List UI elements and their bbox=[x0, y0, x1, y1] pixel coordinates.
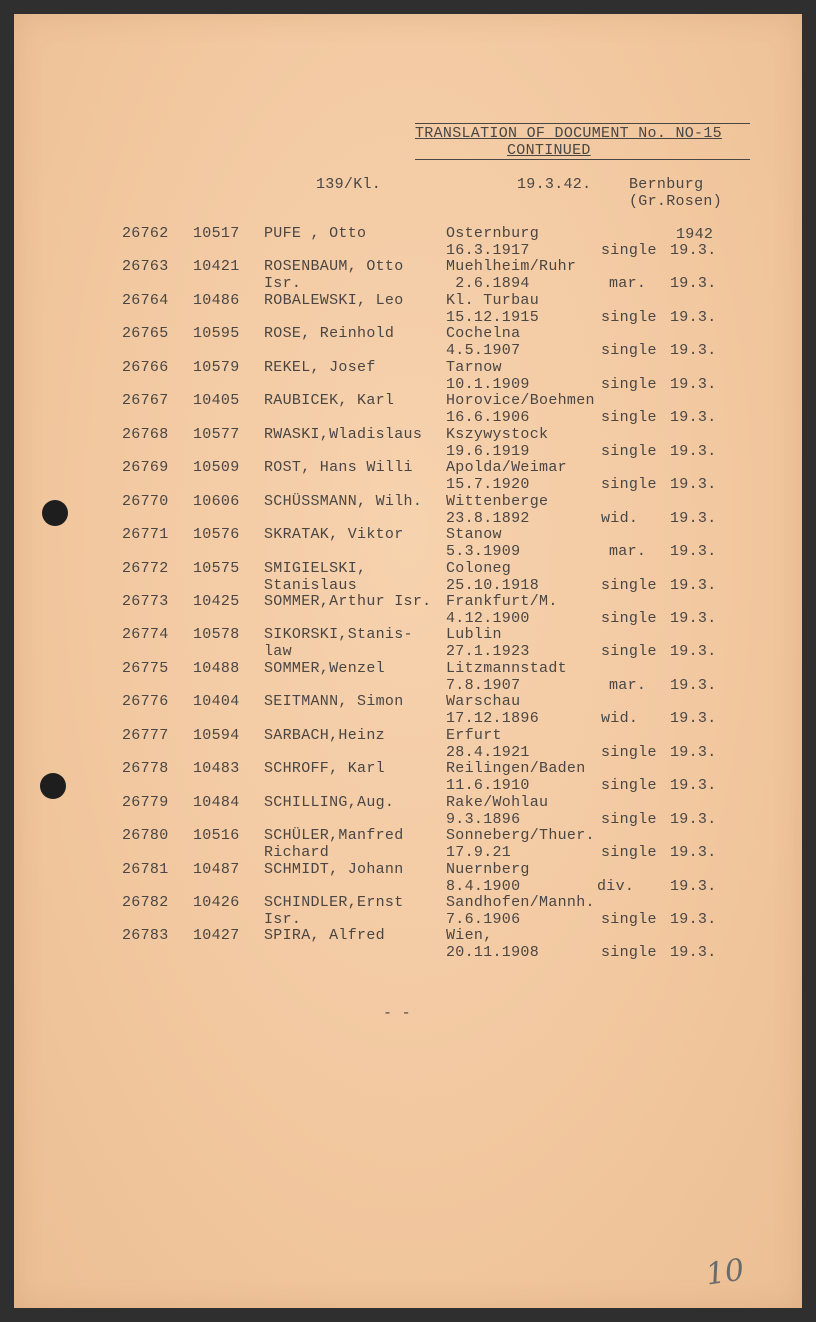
entry-number: 26775 bbox=[122, 659, 169, 677]
prisoner-number: 10483 bbox=[193, 760, 240, 778]
prisoner-name: SCHÜLER,Manfred bbox=[264, 827, 404, 845]
entry-day: 19.3. bbox=[670, 342, 717, 360]
prisoner-number: 10517 bbox=[193, 225, 240, 242]
marital-status: single bbox=[601, 308, 657, 326]
list-item bbox=[0, 927, 816, 961]
prisoner-number: 10577 bbox=[193, 425, 240, 443]
marital-status: single bbox=[601, 442, 657, 460]
birth-date: 19.6.1919 bbox=[446, 442, 530, 460]
entry-day: 19.3. bbox=[670, 442, 717, 460]
list-item bbox=[0, 459, 816, 493]
prisoner-number: 10509 bbox=[193, 459, 240, 477]
prisoner-name: ROST, Hans Willi bbox=[264, 459, 413, 477]
entry-day: 19.3. bbox=[670, 308, 717, 326]
entry-number: 26765 bbox=[122, 325, 169, 343]
prisoner-number: 10421 bbox=[193, 258, 240, 276]
prisoner-name: SCHINDLER,Ernst bbox=[264, 894, 404, 911]
birth-date: 10.1.1909 bbox=[446, 375, 530, 393]
prisoner-number: 10576 bbox=[193, 526, 240, 544]
birthplace: Sandhofen/Mannh. bbox=[446, 894, 595, 911]
birth-date: 17.9.21 bbox=[446, 844, 512, 862]
footer-dashes: - - bbox=[383, 1005, 411, 1022]
document-continued-label: CONTINUED bbox=[507, 142, 591, 159]
year-label: 1942 bbox=[676, 226, 714, 243]
entry-day: 19.3. bbox=[670, 242, 717, 259]
birth-date: 9.3.1896 bbox=[446, 810, 521, 828]
list-item bbox=[0, 660, 816, 694]
entry-number: 26772 bbox=[122, 559, 169, 577]
birthplace: Rake/Wohlau bbox=[446, 793, 549, 811]
entry-day: 19.3. bbox=[670, 844, 717, 862]
entry-day: 19.3. bbox=[670, 409, 717, 427]
birthplace: Horovice/Boehmen bbox=[446, 392, 595, 410]
birthplace: Erfurt bbox=[446, 726, 502, 744]
entry-day: 19.3. bbox=[670, 877, 717, 895]
marital-status: single bbox=[601, 476, 657, 494]
location-line1: Bernburg bbox=[629, 176, 704, 193]
entry-number: 26768 bbox=[122, 425, 169, 443]
marital-status: single bbox=[601, 944, 657, 962]
title-rule-top bbox=[415, 123, 750, 124]
marital-status: single bbox=[601, 743, 657, 761]
birth-date: 28.4.1921 bbox=[446, 743, 530, 761]
entry-number: 26769 bbox=[122, 459, 169, 477]
prisoner-name: RAUBICEK, Karl bbox=[264, 392, 395, 410]
marital-status: single bbox=[601, 777, 657, 795]
birthplace: Reilingen/Baden bbox=[446, 760, 586, 778]
birthplace: Warschau bbox=[446, 693, 521, 711]
entry-day: 19.3. bbox=[670, 509, 717, 527]
list-item bbox=[0, 359, 816, 393]
list-item bbox=[0, 794, 816, 828]
birthplace: Frankfurt/M. bbox=[446, 592, 558, 610]
list-item bbox=[0, 325, 816, 359]
prisoner-name-continued: law bbox=[264, 643, 292, 661]
marital-status: div. bbox=[597, 877, 635, 895]
prisoner-number: 10488 bbox=[193, 659, 240, 677]
list-item bbox=[0, 258, 816, 292]
prisoner-number: 10578 bbox=[193, 626, 240, 644]
list-item bbox=[0, 760, 816, 794]
prisoner-name: SOMMER,Wenzel bbox=[264, 659, 385, 677]
birthplace: Muehlheim/Ruhr bbox=[446, 258, 577, 276]
prisoner-number: 10427 bbox=[193, 927, 240, 945]
entry-number: 26771 bbox=[122, 526, 169, 544]
entry-day: 19.3. bbox=[670, 543, 717, 561]
list-item bbox=[0, 727, 816, 761]
entry-day: 19.3. bbox=[670, 743, 717, 761]
birth-date: 5.3.1909 bbox=[446, 543, 521, 561]
entry-number: 26766 bbox=[122, 358, 169, 376]
prisoner-name: ROSENBAUM, Otto bbox=[264, 258, 404, 276]
list-item bbox=[0, 426, 816, 460]
birth-date: 16.6.1906 bbox=[446, 409, 530, 427]
marital-status: single bbox=[601, 342, 657, 360]
marital-status: single bbox=[601, 375, 657, 393]
marital-status: single bbox=[601, 409, 657, 427]
birth-date: 17.12.1896 bbox=[446, 710, 540, 728]
list-item bbox=[0, 392, 816, 426]
document-date: 19.3.42. bbox=[517, 176, 592, 193]
prisoner-number: 10426 bbox=[193, 894, 240, 911]
entry-day: 19.3. bbox=[670, 375, 717, 393]
entry-number: 26762 bbox=[122, 225, 169, 242]
birthplace: Wien, bbox=[446, 927, 493, 945]
marital-status: mar. bbox=[609, 275, 647, 293]
document-title: TRANSLATION OF DOCUMENT No. NO-15 bbox=[415, 125, 722, 142]
list-item bbox=[0, 593, 816, 627]
prisoner-name: SCHÜSSMANN, Wilh. bbox=[264, 492, 423, 510]
birthplace: Stanow bbox=[446, 526, 502, 544]
entry-number: 26776 bbox=[122, 693, 169, 711]
birth-date: 20.11.1908 bbox=[446, 944, 540, 962]
prisoner-number: 10405 bbox=[193, 392, 240, 410]
marital-status: single bbox=[601, 810, 657, 828]
birth-date: 23.8.1892 bbox=[446, 509, 530, 527]
birth-date: 15.7.1920 bbox=[446, 476, 530, 494]
prisoner-name: SOMMER,Arthur Isr. bbox=[264, 592, 432, 610]
birthplace: Litzmannstadt bbox=[446, 659, 567, 677]
birth-date: 7.6.1906 bbox=[446, 911, 521, 928]
entry-number: 26779 bbox=[122, 793, 169, 811]
birth-date: 4.12.1900 bbox=[446, 609, 530, 627]
prisoner-name: SCHROFF, Karl bbox=[264, 760, 385, 778]
birth-date: 16.3.1917 bbox=[446, 242, 530, 259]
birthplace: Nuernberg bbox=[446, 860, 530, 878]
entry-day: 19.3. bbox=[670, 609, 717, 627]
entry-number: 26780 bbox=[122, 827, 169, 845]
birth-date: 25.10.1918 bbox=[446, 576, 540, 594]
marital-status: wid. bbox=[601, 710, 639, 728]
list-item bbox=[0, 493, 816, 527]
prisoner-name: REKEL, Josef bbox=[264, 358, 376, 376]
prisoner-number: 10606 bbox=[193, 492, 240, 510]
entry-day: 19.3. bbox=[670, 676, 717, 694]
location-line2: (Gr.Rosen) bbox=[629, 193, 723, 210]
marital-status: mar. bbox=[609, 676, 647, 694]
list-item bbox=[0, 894, 816, 928]
prisoner-number: 10484 bbox=[193, 793, 240, 811]
prisoner-name-continued: Richard bbox=[264, 844, 330, 862]
marital-status: single bbox=[601, 576, 657, 594]
list-item bbox=[0, 526, 816, 560]
birth-date: 4.5.1907 bbox=[446, 342, 521, 360]
birthplace: Cochelna bbox=[446, 325, 521, 343]
entry-day: 19.3. bbox=[670, 643, 717, 661]
list-item bbox=[0, 626, 816, 660]
prisoner-name: ROSE, Reinhold bbox=[264, 325, 395, 343]
entry-number: 26782 bbox=[122, 894, 169, 911]
entry-number: 26777 bbox=[122, 726, 169, 744]
prisoner-number: 10404 bbox=[193, 693, 240, 711]
prisoner-number: 10594 bbox=[193, 726, 240, 744]
prisoner-name: SKRATAK, Viktor bbox=[264, 526, 404, 544]
birthplace: Coloneg bbox=[446, 559, 512, 577]
prisoner-number: 10425 bbox=[193, 592, 240, 610]
entry-number: 26770 bbox=[122, 492, 169, 510]
entry-number: 26764 bbox=[122, 291, 169, 309]
prisoner-name-continued: Stanislaus bbox=[264, 576, 358, 594]
prisoner-number: 10486 bbox=[193, 291, 240, 309]
entry-day: 19.3. bbox=[670, 810, 717, 828]
entry-day: 19.3. bbox=[670, 777, 717, 795]
entry-number: 26774 bbox=[122, 626, 169, 644]
birth-date: 15.12.1915 bbox=[446, 308, 540, 326]
entry-day: 19.3. bbox=[670, 911, 717, 928]
list-item bbox=[0, 861, 816, 895]
marital-status: single bbox=[601, 911, 657, 928]
birthplace: Kszywystock bbox=[446, 425, 549, 443]
birth-date: 7.8.1907 bbox=[446, 676, 521, 694]
birthplace: Tarnow bbox=[446, 358, 502, 376]
marital-status: single bbox=[601, 643, 657, 661]
entry-day: 19.3. bbox=[670, 576, 717, 594]
marital-status: wid. bbox=[601, 509, 639, 527]
prisoner-name-continued: Isr. bbox=[264, 911, 302, 928]
marital-status: single bbox=[601, 844, 657, 862]
prisoner-name: SMIGIELSKI, bbox=[264, 559, 367, 577]
birth-date: 2.6.1894 bbox=[446, 275, 530, 293]
prisoner-name: SIKORSKI,Stanis- bbox=[264, 626, 413, 644]
birthplace: Osternburg bbox=[446, 225, 540, 242]
handwritten-page-mark: 10 bbox=[703, 1252, 747, 1293]
birthplace: Kl. Turbau bbox=[446, 291, 540, 309]
prisoner-number: 10516 bbox=[193, 827, 240, 845]
entry-day: 19.3. bbox=[670, 275, 717, 293]
prisoner-name: SCHILLING,Aug. bbox=[264, 793, 395, 811]
prisoner-name-continued: Isr. bbox=[264, 275, 302, 293]
list-item bbox=[0, 292, 816, 326]
entry-number: 26778 bbox=[122, 760, 169, 778]
birth-date: 8.4.1900 bbox=[446, 877, 521, 895]
title-rule-bottom bbox=[415, 159, 750, 160]
prisoner-name: ROBALEWSKI, Leo bbox=[264, 291, 404, 309]
prisoner-name: SEITMANN, Simon bbox=[264, 693, 404, 711]
list-item bbox=[0, 225, 816, 259]
entry-number: 26781 bbox=[122, 860, 169, 878]
list-item bbox=[0, 560, 816, 594]
birth-date: 11.6.1910 bbox=[446, 777, 530, 795]
marital-status: single bbox=[601, 609, 657, 627]
birthplace: Wittenberge bbox=[446, 492, 549, 510]
marital-status: single bbox=[601, 242, 657, 259]
entry-number: 26763 bbox=[122, 258, 169, 276]
birthplace: Apolda/Weimar bbox=[446, 459, 567, 477]
birthplace: Lublin bbox=[446, 626, 502, 644]
birthplace: Sonneberg/Thuer. bbox=[446, 827, 595, 845]
entry-day: 19.3. bbox=[670, 710, 717, 728]
prisoner-number: 10579 bbox=[193, 358, 240, 376]
list-item bbox=[0, 693, 816, 727]
list-item bbox=[0, 827, 816, 861]
marital-status: mar. bbox=[609, 543, 647, 561]
reference-number: 139/Kl. bbox=[316, 176, 382, 193]
prisoner-name: SCHMIDT, Johann bbox=[264, 860, 404, 878]
entry-day: 19.3. bbox=[670, 944, 717, 962]
prisoner-name: SARBACH,Heinz bbox=[264, 726, 385, 744]
prisoner-number: 10575 bbox=[193, 559, 240, 577]
prisoner-name: PUFE , Otto bbox=[264, 225, 367, 242]
prisoner-number: 10487 bbox=[193, 860, 240, 878]
entry-number: 26767 bbox=[122, 392, 169, 410]
entry-number: 26773 bbox=[122, 592, 169, 610]
birth-date: 27.1.1923 bbox=[446, 643, 530, 661]
prisoner-name: RWASKI,Wladislaus bbox=[264, 425, 423, 443]
prisoner-name: SPIRA, Alfred bbox=[264, 927, 385, 945]
prisoner-number: 10595 bbox=[193, 325, 240, 343]
entry-number: 26783 bbox=[122, 927, 169, 945]
entry-day: 19.3. bbox=[670, 476, 717, 494]
